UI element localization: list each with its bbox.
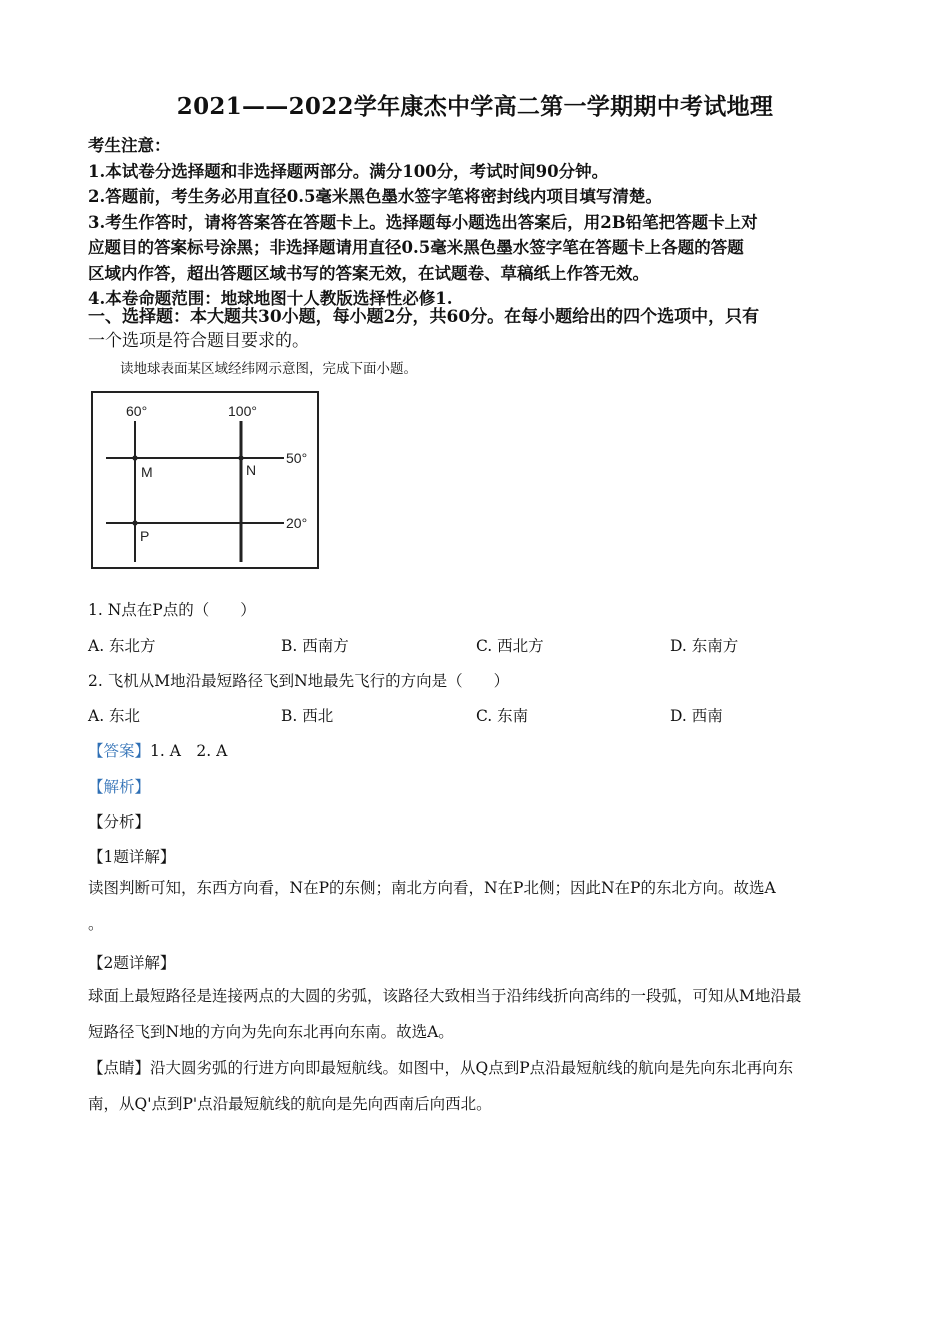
- detail2-tag: 【2题详解】: [88, 954, 176, 972]
- option-c: C. 西北方: [476, 637, 544, 655]
- option-c: C. 东南: [476, 707, 529, 725]
- page-title: 2021——2022学年康杰中学高二第一学期期中考试地理: [176, 93, 774, 120]
- answer-tag: 【答案】: [88, 742, 151, 760]
- exam-notice: [88, 133, 868, 312]
- answer-text: 1. A 2. A: [150, 742, 228, 760]
- detail1-tail: 。: [88, 915, 104, 933]
- notice-line: 1.本试卷分选择题和非选择题两部分。满分100分，考试时间90分钟。: [88, 161, 609, 181]
- question-stem: 2. 飞机从M地沿最短路径飞到N地最先飞行的方向是（ ）: [88, 672, 510, 690]
- analysis-tag: 【解析】: [88, 778, 151, 796]
- detail2-line: 球面上最短路径是连接两点的大圆的劣弧，该路径大致相当于沿纬线折向高纬的一段弧，可知从M地沿最: [88, 987, 802, 1005]
- option-d: D. 东南方: [670, 637, 739, 655]
- section-line: 一个选项是符合题目要求的。: [88, 331, 309, 351]
- answer-line: [88, 739, 227, 761]
- point-p-marker: [132, 520, 137, 525]
- detail2-line: 短路径飞到N地的方向为先向东北再向东南。故选A。: [88, 1023, 454, 1041]
- detail1-text: [88, 870, 866, 942]
- label-lon-60: 60°: [126, 403, 148, 419]
- option-a: A. 东北方: [88, 637, 156, 655]
- notice-line: 3.考生作答时，请将答案答在答题卡上。选择题每小题选出答案后，用2B铅笔把答题卡上对: [88, 212, 758, 232]
- label-point-n: N: [246, 462, 257, 478]
- notice-line: 区域内作答，超出答题区域书写的答案无效，在试题卷、草稿纸上作答无效。: [88, 263, 649, 283]
- notice-heading: 考生注意：: [88, 136, 171, 155]
- option-a: A. 东北: [88, 707, 141, 725]
- label-lat-50: 50°: [286, 450, 308, 466]
- dianjing-line: 南，从Q'点到P'点沿最短航线的航向是先向西南后向西北。: [88, 1095, 492, 1113]
- detail1-line: 读图判断可知，东西方向看，N在P的东侧；南北方向看，N在P北侧；因此N在P的东北方向。故选A: [88, 879, 776, 897]
- section-heading: [88, 305, 868, 353]
- notice-line: 2.答题前，考生务必用直径0.5毫米黑色墨水签字笔将密封线内项目填写清楚。: [88, 187, 662, 206]
- label-point-p: P: [140, 528, 150, 544]
- label-point-m: M: [141, 464, 153, 480]
- point-n-marker: [238, 455, 243, 460]
- dianjing-line: 【点睛】沿大圆劣弧的行进方向即最短航线。如图中，从Q点到P点沿最短航线的航向是先向东北再向东: [88, 1059, 794, 1077]
- graticule-figure: [88, 388, 324, 572]
- option-b: B. 西南方: [281, 637, 349, 655]
- option-b: B. 西北: [281, 707, 334, 725]
- dianjing-tag: 【点睛】: [88, 1059, 151, 1077]
- question-intro: 读地球表面某区域经纬网示意图，完成下面小题。: [120, 361, 417, 377]
- label-lon-100: 100°: [228, 403, 257, 419]
- label-lat-20: 20°: [286, 515, 308, 531]
- fenxi-tag: 【分析】: [88, 813, 151, 831]
- detail1-tag: 【1题详解】: [88, 848, 176, 866]
- option-d: D. 西南: [670, 707, 723, 725]
- point-m-marker: [132, 455, 137, 460]
- detail2-text: [88, 978, 866, 1050]
- dianjing-text: [88, 1050, 866, 1122]
- notice-line: 4.本卷命题范围：地球地图十人教版选择性必修1.: [88, 289, 453, 308]
- section-line: 一、选择题：本大题共30小题，每小题2分，共60分。在每小题给出的四个选项中，只有: [88, 307, 760, 327]
- question-stem: 1. N点在P点的（ ）: [88, 601, 256, 619]
- notice-line: 应题目的答案标号涂黑；非选择题请用直径0.5毫米黑色墨水签字笔在答题卡上各题的答题: [88, 238, 744, 257]
